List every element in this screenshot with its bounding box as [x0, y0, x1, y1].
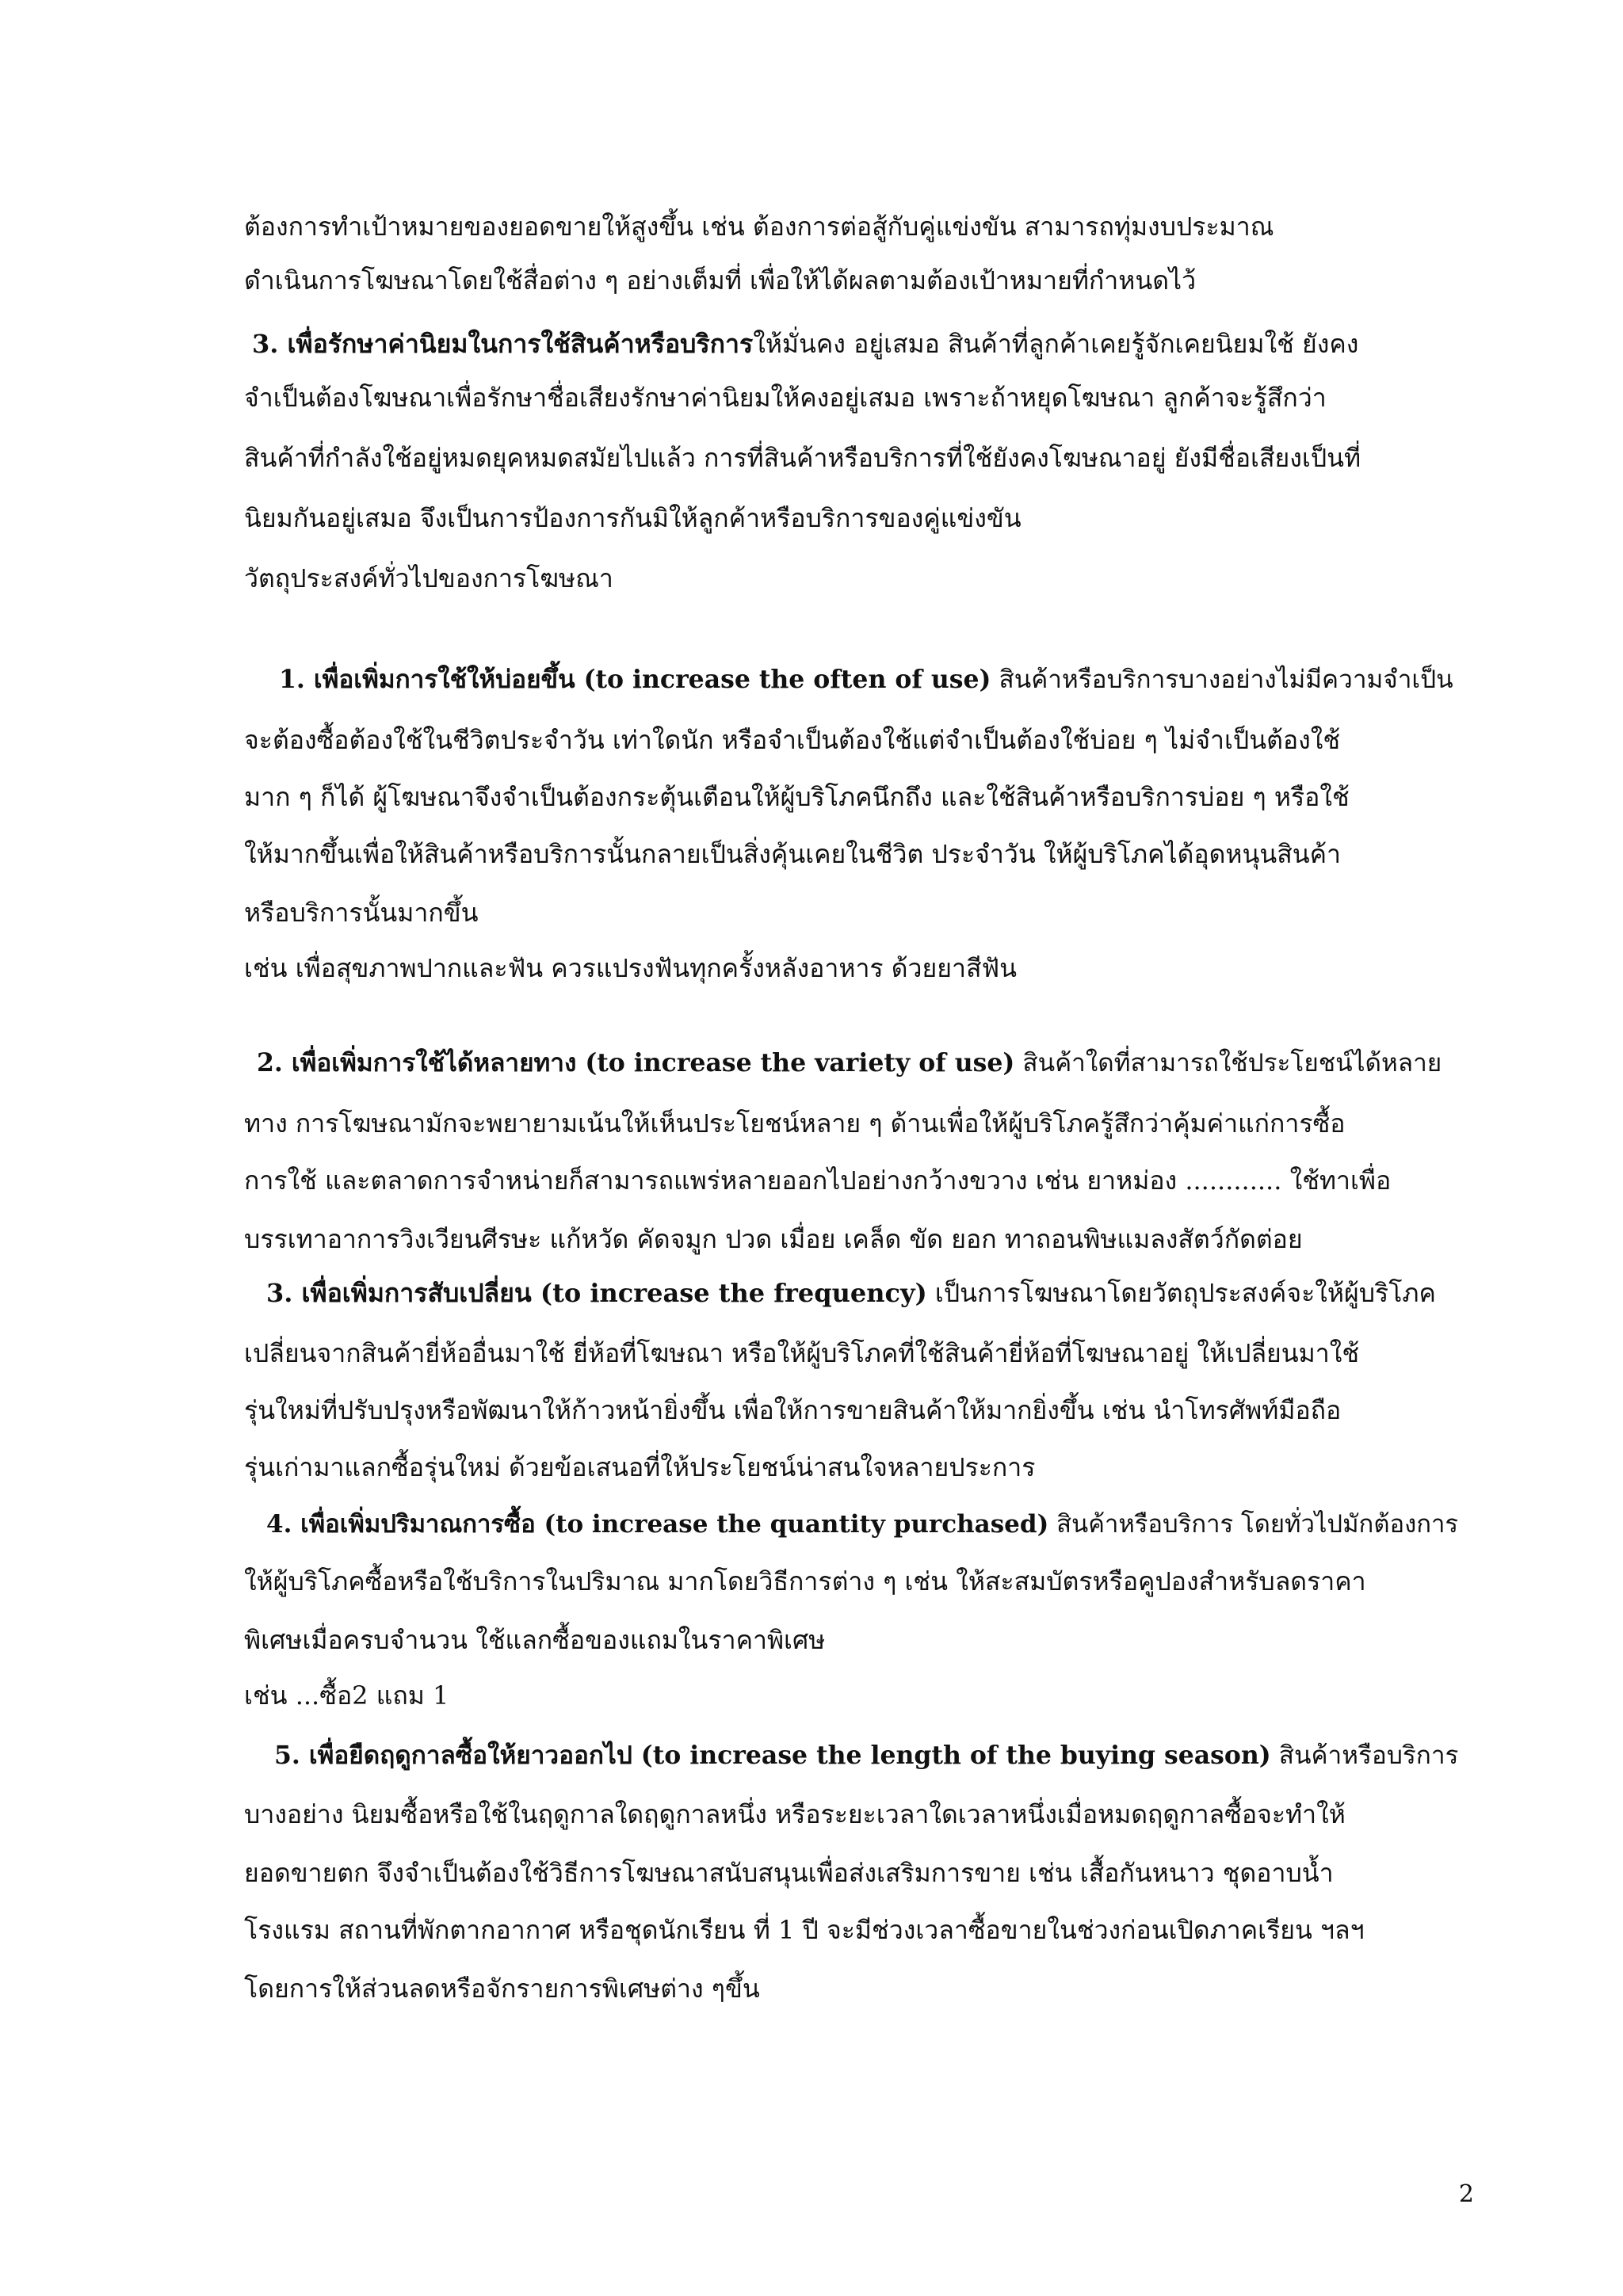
objective-4-quantity-purchased: 4. เพื่อเพิ่มปริมาณการซื้อ (to increase the quantity purchased) สินค้าหรือบริการ โดยทั่วไปมักต้องการ: [266, 1510, 1459, 1539]
objective-5-buying-season: 5. เพื่อยืดฤดูกาลซื้อให้ยาวออกไป (to increase the length of the buying season) สินค้าหรือบริการ: [274, 1741, 1459, 1770]
page-number: 2: [1458, 2180, 1474, 2208]
paragraph-line: มาก ๆ ก็ได้ ผู้โฆษณาจึงจำเป็นต้องกระตุ้นเตือนให้ผู้บริโภคนึกถึง และใช้สินค้าหรือบริการบ่อย ๆ หรือใช้: [244, 782, 1350, 812]
paragraph-line: ยอดขายตก จึงจำเป็นต้องใช้วิธีการโฆษณาสนับสนุนเพื่อส่งเสริมการขาย เช่น เสื้อกันหนาว ชุดอาบน้ำ: [244, 1858, 1334, 1888]
example-line: เช่น ...ซื้อ2 แถม 1: [244, 1680, 449, 1711]
objective-heading: 3. เพื่อรักษาค่านิยมในการใช้สินค้าหรือบริการ: [252, 329, 754, 359]
objective-heading: 5. เพื่อยืดฤดูกาลซื้อให้ยาวออกไป (to increase the length of the buying season): [274, 1741, 1271, 1770]
objective-1-increase-often: 1. เพื่อเพิ่มการใช้ให้บ่อยขึ้น (to increase the often of use) สินค้าหรือบริการบางอย่างไม่มีความจำเป็น: [279, 665, 1453, 694]
objective-heading: 4. เพื่อเพิ่มปริมาณการซื้อ (to increase the quantity purchased): [266, 1510, 1049, 1539]
paragraph-line: นิยมกันอยู่เสมอ จึงเป็นการป้องการกันมิให้ลูกค้าหรือบริการของคู่แข่งขัน: [244, 503, 1022, 533]
paragraph-line: ทาง การโฆษณามักจะพยายามเน้นให้เห็นประโยชน์หลาย ๆ ด้านเพื่อให้ผู้บริโภครู้สึกว่าคุ้มค่าแก่การซื้อ: [244, 1108, 1346, 1138]
paragraph-line: ดำเนินการโฆษณาโดยใช้สื่อต่าง ๆ อย่างเต็มที่ เพื่อให้ได้ผลตามต้องเป้าหมายที่กำหนดไว้: [244, 265, 1197, 296]
objective-heading: 2. เพื่อเพิ่มการใช้ได้หลายทาง (to increase the variety of use): [257, 1048, 1015, 1077]
paragraph-line: เปลี่ยนจากสินค้ายี่ห้ออื่นมาใช้ ยี่ห้อที่โฆษณา หรือให้ผู้บริโภคที่ใช้สินค้ายี่ห้อที่โฆษณาอยู่ ให้เปลี่ยนมาใช้: [244, 1338, 1360, 1368]
paragraph-line: โรงแรม สถานที่พักตากอากาศ หรือชุดนักเรียน ที่ 1 ปี จะมีช่วงเวลาซื้อขายในช่วงก่อนเปิดภาคเรียน ฯลฯ: [244, 1915, 1365, 1945]
paragraph-line: ให้มากขึ้นเพื่อให้สินค้าหรือบริการนั้นกลายเป็นสิ่งคุ้นเคยในชีวิต ประจำวัน ให้ผู้บริโภคได้อุดหนุนสินค้า: [244, 839, 1342, 869]
paragraph-line: โดยการให้ส่วนลดหรือจักรายการพิเศษต่าง ๆขึ้น: [244, 1974, 760, 2004]
paragraph-line: ให้ผู้บริโภคซื้อหรือใช้บริการในปริมาณ มากโดยวิธีการต่าง ๆ เช่น ให้สะสมบัตรหรือคูปองสำหรับลดราคา: [244, 1566, 1366, 1596]
objective-heading: 3. เพื่อเพิ่มการสับเปลี่ยน (to increase the frequency): [266, 1278, 927, 1308]
paragraph-line: หรือบริการนั้นมากขึ้น: [244, 898, 479, 928]
objective-3-frequency: 3. เพื่อเพิ่มการสับเปลี่ยน (to increase the frequency) เป็นการโฆษณาโดยวัตถุประสงค์จะให้ผู้บริโภค: [266, 1278, 1436, 1308]
paragraph-line: สินค้าที่กำลังใช้อยู่หมดยุคหมดสมัยไปแล้ว การที่สินค้าหรือบริการที่ใช้ยังคงโฆษณาอยู่ ยังมีชื่อเสียงเป็นที่: [244, 443, 1361, 473]
objective-heading: 1. เพื่อเพิ่มการใช้ให้บ่อยขึ้น (to increase the often of use): [279, 665, 991, 694]
paragraph-line: จะต้องซื้อต้องใช้ในชีวิตประจำวัน เท่าใดนัก หรือจำเป็นต้องใช้แต่จำเป็นต้องใช้บ่อย ๆ ไม่จำเป็นต้องใช้: [244, 725, 1341, 755]
paragraph-line: รุ่นเก่ามาแลกซื้อรุ่นใหม่ ด้วยข้อเสนอที่ให้ประโยชน์น่าสนใจหลายประการ: [244, 1452, 1036, 1482]
objective-2-variety-of-use: 2. เพื่อเพิ่มการใช้ได้หลายทาง (to increase the variety of use) สินค้าใดที่สามารถใช้ประโยชน์ได้หลาย: [257, 1048, 1442, 1077]
paragraph-line: การใช้ และตลาดการจำหน่ายก็สามารถแพร่หลายออกไปอย่างกว้างขวาง เช่น ยาหม่อง ............ ใช้ทาเพื่อ: [244, 1165, 1392, 1196]
paragraph-line: จำเป็นต้องโฆษณาเพื่อรักษาชื่อเสียงรักษาค่านิยมให้คงอยู่เสมอ เพราะถ้าหยุดโฆษณา ลูกค้าจะรู้สึกว่า: [244, 383, 1327, 413]
paragraph-line: พิเศษเมื่อครบจำนวน ใช้แลกซื้อของแถมในราคาพิเศษ: [244, 1625, 826, 1655]
paragraph-line: บรรเทาอาการวิงเวียนศีรษะ แก้หวัด คัดจมูก ปวด เมื่อย เคล็ด ขัด ยอก ทาถอนพิษแมลงสัตว์กัดต่อย: [244, 1224, 1303, 1254]
objective-3-keep-popularity: 3. เพื่อรักษาค่านิยมในการใช้สินค้าหรือบริการให้มั่นคง อยู่เสมอ สินค้าที่ลูกค้าเคยรู้จักเคยนิยมใช้ ยังคง: [252, 329, 1359, 359]
paragraph-line: ต้องการทำเป้าหมายของยอดขายให้สูงขึ้น เช่น ต้องการต่อสู้กับคู่แข่งขัน สามารถทุ่มงบประมาณ: [244, 212, 1274, 242]
example-line: เช่น เพื่อสุขภาพปากและฟัน ควรแปรงฟันทุกครั้งหลังอาหาร ด้วยยาสีฟัน: [244, 953, 1018, 983]
paragraph-line: รุ่นใหม่ที่ปรับปรุงหรือพัฒนาให้ก้าวหน้ายิ่งขึ้น เพื่อให้การขายสินค้าให้มากยิ่งขึ้น เช่น นำโทรศัพท์มือถือ: [244, 1395, 1342, 1425]
paragraph-line: บางอย่าง นิยมซื้อหรือใช้ในฤดูกาลใดฤดูกาลหนึ่ง หรือระยะเวลาใดเวลาหนึ่งเมื่อหมดฤดูกาลซื้อจะทำให้: [244, 1799, 1346, 1829]
section-heading: วัตถุประสงค์ทั่วไปของการโฆษณา: [244, 563, 613, 593]
